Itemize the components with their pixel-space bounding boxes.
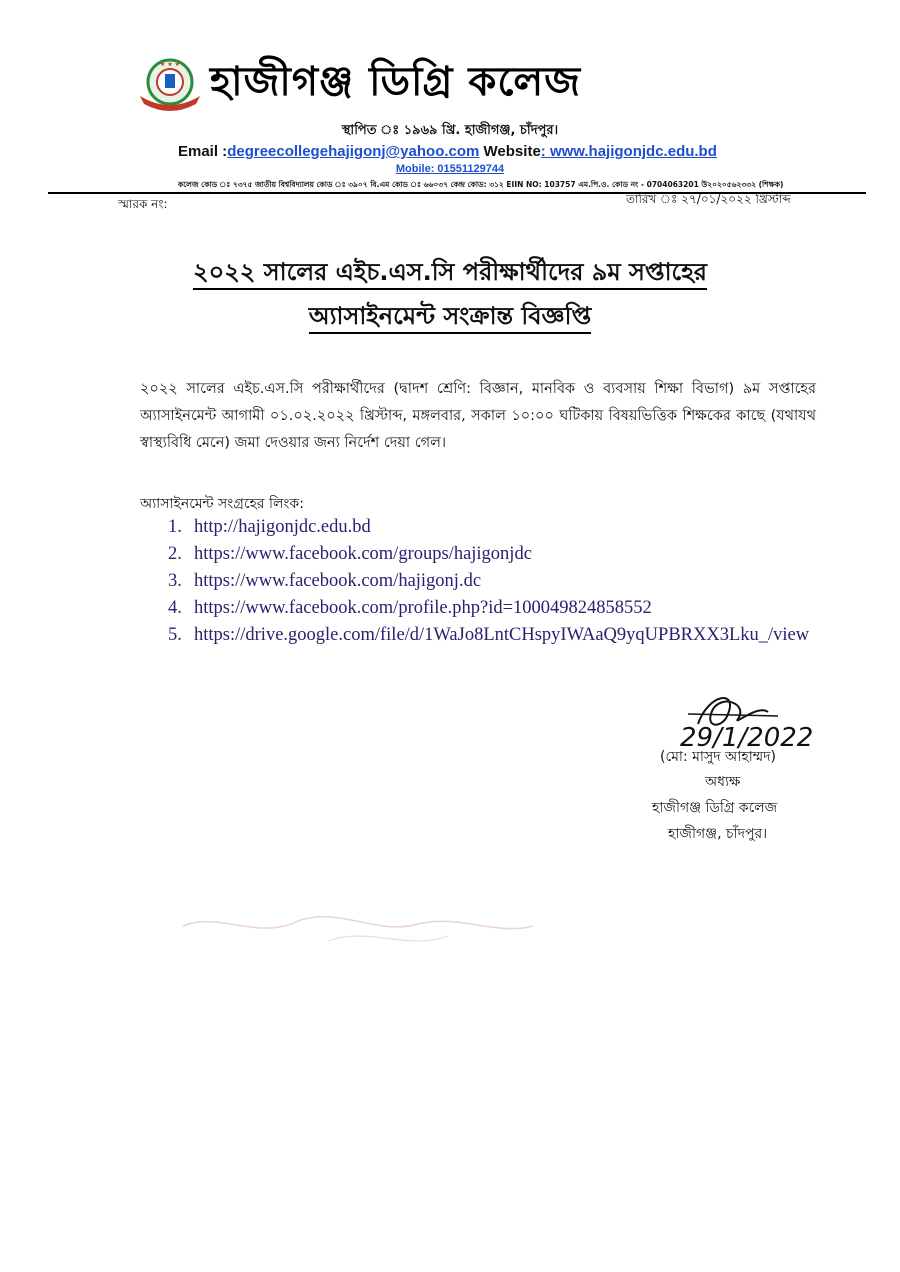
notice-title-line1: [0, 254, 900, 294]
memo-number: স্মারক নং:: [118, 197, 168, 211]
handwritten-date: 29/1/2022: [680, 723, 814, 753]
list-number: 5.: [168, 625, 182, 645]
notice-title-line2: [0, 298, 900, 338]
link-url[interactable]: https://www.facebook.com/profile.php?id=100049824858552: [194, 598, 652, 618]
contact-line: [178, 143, 717, 160]
notice-date: তারিখ ঃ ২৭/০১/২০২২ খ্রিস্টাব্দ: [626, 192, 791, 206]
list-item: [168, 568, 818, 595]
signatory-role: অধ্যক্ষ: [705, 774, 741, 790]
list-item: [168, 541, 818, 568]
links-heading: অ্যাসাইনমেন্ট সংগ্রহের লিংক:: [140, 496, 304, 512]
college-name: হাজীগঞ্জ ডিগ্রি কলেজ: [210, 59, 582, 105]
college-logo: [136, 56, 204, 112]
established-line: স্থাপিত ঃ ১৯৬৯ খ্রি. হাজীগঞ্জ, চাঁদপুর।: [341, 123, 559, 138]
website-link[interactable]: : www.hajigonjdc.edu.bd: [540, 143, 717, 160]
signatory-place: হাজীগঞ্জ, চাঁদপুর।: [668, 826, 768, 842]
mobile-number: Mobile: 01551129744: [395, 163, 505, 175]
list-number: 3.: [168, 571, 182, 591]
signature-mark: [668, 684, 900, 754]
svg-text:★ ★ ★: ★ ★ ★: [160, 61, 180, 68]
email-link[interactable]: degreecollegehajigonj@yahoo.com: [227, 143, 480, 160]
assignment-links-list: [168, 514, 818, 649]
faint-bleed-through-mark: [178, 906, 538, 956]
link-url[interactable]: https://drive.google.com/file/d/1WaJo8LntCHspyIWAaQ9yqUPBRXX3Lku_/view: [194, 625, 810, 645]
signatory-name: (মো: মাসুদ আহাম্মদ): [660, 749, 776, 765]
notice-body: ২০২২ সালের এইচ.এস.সি পরীক্ষার্থীদের (দ্বাদশ শ্রেণি: বিজ্ঞান, মানবিক ও ব্যবসায় শিক্ষা বিভাগ) ৯ম সপ্তাহের অ্যাসাইনমেন্ট আগামী ০১.০২.২০২২ খ্রিস্টাব্দ, মঙ্গলবার, সকাল ১০:০০ ঘটিকায় বিষয়ভিত্তিক শিক্ষকের কাছে (যথাযথ স্বাস্থ্যবিধি মেনে) জমা দেওয়ার জন্য নির্দেশ দেয়া গেল।: [140, 381, 816, 451]
website-label: Website: [479, 143, 541, 160]
list-number: 2.: [168, 544, 182, 564]
title-line2-text: অ্যাসাইনমেন্ট সংক্রান্ত বিজ্ঞপ্তি: [309, 302, 591, 334]
link-url[interactable]: https://www.facebook.com/groups/hajigonjdc: [194, 544, 532, 564]
list-item: [168, 514, 818, 541]
list-number: 1.: [168, 517, 182, 537]
list-item: [168, 595, 818, 622]
email-label: Email :: [178, 143, 228, 160]
list-item: [168, 622, 818, 649]
link-url[interactable]: https://www.facebook.com/hajigonj.dc: [194, 571, 482, 591]
signatory-college: হাজীগঞ্জ ডিগ্রি কলেজ: [652, 800, 778, 816]
link-url[interactable]: http://hajigonjdc.edu.bd: [194, 517, 371, 537]
institution-codes: কলেজ কোড ঃ ৭৩৭৫ জাতীয় বিশ্ববিদ্যালয় কোড ঃ ৩৯০৭ বি.এম কোড ঃ ৬৬০৩৭ কেন্দ্র কোড: ৩১২ EIIN NO: 103757 এম.পি.ও. কোড নং - 0704063201 উ২০২০৫৬২৩৩২ (শিক্ষক): [178, 180, 784, 189]
title-line1-text: ২০২২ সালের এইচ.এস.সি পরীক্ষার্থীদের ৯ম সপ্তাহের: [193, 258, 707, 290]
list-number: 4.: [168, 598, 182, 618]
